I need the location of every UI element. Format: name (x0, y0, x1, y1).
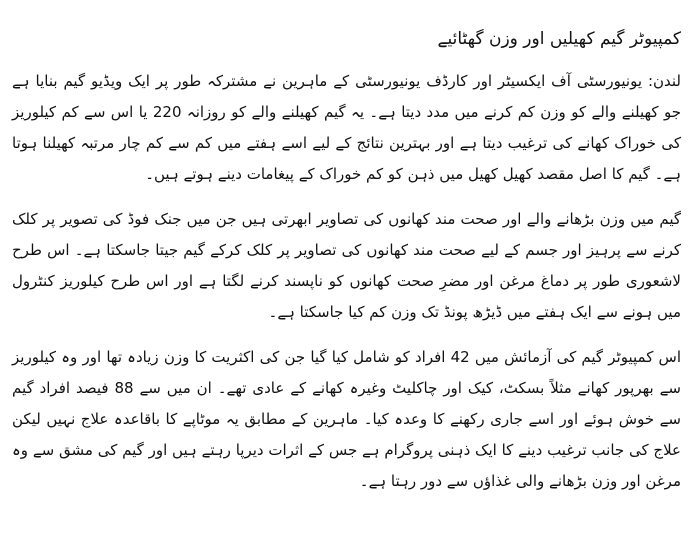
article-paragraph-1: لندن: یونیورسٹی آف ایکسیٹر اور کارڈف یونیورسٹی کے ماہرین نے مشترکہ طور پر ایک ویڈیو گیم بنایا ہے جو کھیلنے والے کو وزن کم کرنے میں مدد دیتا ہے۔ یہ گیم کھیلنے والے کو روزانہ 220 یا اس سے کم کیلوریز کی خوراک کھانے کی ترغیب دیتا ہے اور بہترین نتائج کے لیے اسے ہفتے میں کم سے کم چار مرتبہ کھیلنا ہوتا ہے۔ گیم کا اصل مقصد کھیل کھیل میں ذہن کو کم خوراک کے پیغامات دینے ہوتے ہیں۔ (12, 72, 681, 183)
article-headline: کمپیوٹر گیم کھیلیں اور وزن گھٹائیے (437, 29, 681, 49)
article-paragraph-2: گیم میں وزن بڑھانے والے اور صحت مند کھانوں کی تصاویر ابھرتی ہیں جن میں جنک فوڈ کی تصویر پر کلک کرنے سے پرہیز اور جسم کے لیے صحت مند کھانوں کی تصاویر پر کلک کرکے گیم جیتا جاسکتا ہے۔ اس طرح لاشعوری طور پر دماغ مرغن اور مضرِ صحت کھانوں کو ناپسند کرنے لگتا ہے اور اس طرح کیلوریز کنٹرول میں ہونے سے ایک ہفتے میں ڈیڑھ پونڈ تک وزن کم کیا جاسکتا ہے۔ (12, 210, 681, 321)
article-paragraph-3: اس کمپیوٹر گیم کی آزمائش میں 42 افراد کو شامل کیا گیا جن کی اکثریت کا وزن زیادہ تھا اور وہ کیلوریز سے بھرپور کھانے مثلاً بسکٹ، کیک اور چاکلیٹ وغیرہ کھانے کے عادی تھے۔ ان میں سے 88 فیصد افراد گیم سے خوش ہوئے اور اسے جاری رکھنے کا وعدہ کیا۔ ماہرین کے مطابق یہ موٹاپے کا باقاعدہ علاج نہیں لیکن علاج کی جانب ترغیب دینے کا ایک ذہنی پروگرام ہے جس کے اثرات دیرپا رہتے ہیں اور گیم کی مشق سے وہ مرغن اور وزن بڑھانے والی غذاؤں سے دور رہتا ہے۔ (12, 348, 681, 490)
news-article (12, 26, 681, 511)
